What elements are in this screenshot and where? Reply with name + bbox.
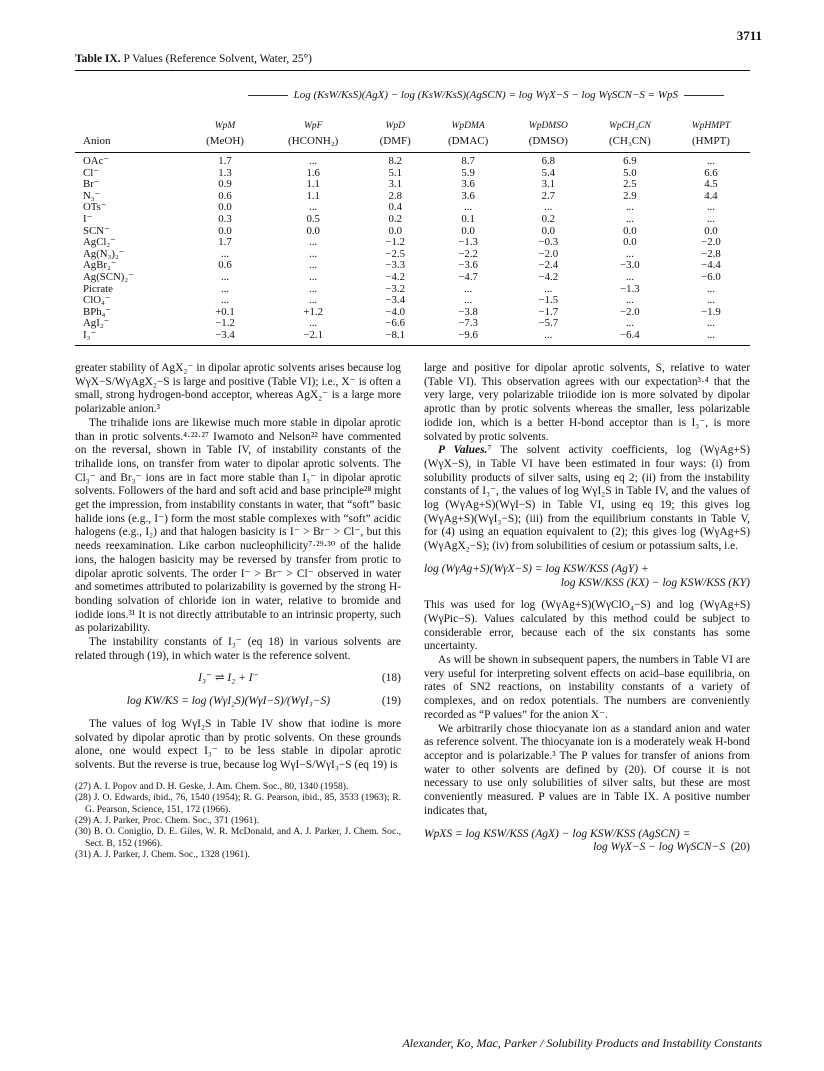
value-cell: ... [309,317,318,330]
anion-cell: Br⁻ [83,178,100,191]
value-cell: 3.1 [388,178,402,191]
value-cell: 0.0 [218,201,232,214]
value-cell: −3.8 [458,305,478,318]
value-cell: 0.0 [306,224,320,237]
anion-cell: ClO₄⁻ [83,294,111,307]
value-cell: 0.4 [388,201,402,214]
value-cell: −6.0 [701,270,721,283]
value-cell: −1.2 [385,236,406,249]
paragraph: As will be shown in subsequent papers, the numbers in Table VI are very useful for interpreting solvent effects on acid–base equilibria, on rates of SN2 reactions, on instability constants of a variety of complexes, and on redox potentials. The numbers are conveniently recorded as “P values” for the anion X⁻. [424,654,750,721]
value-cell: ... [706,294,716,307]
table-row [75,249,750,261]
value-cell: −2.0 [701,236,721,249]
table-caption-label: Table IX. [75,53,121,65]
paragraph: P Values.⁷ The solvent activity coefficients, log (WγAg+S)(WγX−S), in Table VI have been estimated in four ways: (i) from solubility products of silver salts, using eq 2; (ii) from the instability constants of I₃⁻, the values of log WγI₂S in Table IV, and the values of log (WγAg+S)(WγI−S) in Table VI, using eq 19; this gives log (WγAg+S)(WγI₃−S); (iii) from the equilibrium constants in Table V, for (4) using an equation equivalent to (2); this gives log (WγAg+S)(WγAgX₂−S); (iv) from solubilities of cesium or potassium salts, i.e. [424,444,751,553]
page-number: 3711 [736,28,762,43]
value-cell: −1.9 [701,305,721,318]
value-cell: ... [464,282,473,295]
equation-18: I₃⁻ ⇌ I₂ + I⁻ (18) [198,672,401,685]
value-cell: 5.0 [623,166,637,179]
value-cell: 0.0 [388,224,402,237]
paragraph: large and positive for dipolar aprotic solvents, S, relative to water (Table VI). This observation agrees with our expectation³·⁴ that the very large, very polarizable triiodide ion is more solvated by dipolar aprotic than by protic solvents whereas the smaller, less polarizable iodide ion, which is a better H-bond acceptor than is I₃⁻, is more solvated by protic solvents. [424,362,750,443]
column-solvent: (DMF) [363,134,428,153]
paragraph: This was used for log (WγAg+S)(WγClO₄−S) and log (WγAg+S)(WγPic−S). Values calculated by this method could be subject to considerable error, because each of the six constants has some uncertainty. [424,599,750,653]
anion-cell: Cl⁻ [83,166,99,179]
value-cell: 5.4 [541,166,556,179]
value-cell: 1.7 [218,155,232,167]
value-cell: ... [625,212,634,225]
value-cell: ... [220,294,230,307]
column-symbol: WpDMA [451,121,485,131]
value-cell: ... [220,270,230,283]
value-cell: 6.6 [704,166,718,179]
value-cell: ... [309,282,318,295]
value-cell: 0.6 [218,189,232,202]
value-cell: 5.1 [388,166,402,179]
anion-cell: AgBr₂⁻ [83,259,117,272]
value-cell: 0.0 [218,224,232,237]
value-cell: ... [672,330,750,345]
value-cell: ... [625,317,634,330]
value-cell: −4.7 [458,270,478,283]
value-cell: 4.4 [704,189,718,202]
anion-cell: Ag(N₃)₂⁻ [83,247,125,260]
value-cell: 3.1 [541,178,556,191]
page-footer: Alexander, Ko, Mac, Parker / Solubility Products and Instability Constants [402,1036,762,1050]
column-symbol: WpD [385,121,405,131]
value-cell: −4.2 [385,270,406,283]
value-cell: 5.9 [461,166,475,179]
value-cell: 3.6 [461,178,475,191]
table-caption-text: P Values (Reference Solvent, Water, 25°) [123,53,313,65]
reference: (27) A. I. Popov and D. H. Geske, J. Am. Chem. Soc., 80, 1340 (1958). [75,780,349,792]
value-cell: 8.2 [388,155,402,167]
value-cell: 6.8 [541,155,556,167]
value-cell: +1.2 [303,305,323,318]
reference: (29) A. J. Parker, Proc. Chem. Soc., 371 (1961). [75,814,260,826]
value-cell: ... [706,155,716,167]
value-cell: ... [309,247,318,260]
value-cell: ... [309,236,318,249]
value-cell: ... [309,201,318,214]
value-cell: 0.0 [704,224,718,237]
table-row [75,237,750,249]
equation-19: log KW/KS = log (WγI₂S)(WγI−S)/(WγI₃−S) (19) [126,695,401,708]
value-cell: −6.4 [588,330,672,345]
table-row [75,226,750,238]
value-cell: 1.3 [218,166,232,179]
anion-cell: I₃⁻ [75,330,187,345]
paragraph: The instability constants of I₃⁻ (eq 18) in various solvents are related through (19), in which water is the reference solvent. [75,636,401,662]
value-cell: −3.3 [385,259,406,272]
column-solvent: (MeOH) [187,134,264,153]
value-cell: −4.0 [385,305,406,318]
value-cell: +0.1 [215,305,235,318]
paragraph: The values of log WγI₂S in Table IV show that iodine is more solvated by dipolar aprotic than by protic solvents. On these grounds alone, one would expect I₃⁻ to be less stable in dipolar aprotic solvents. But the reverse is true, because log WγI−S/WγI₃−S (eq 19) is [75,717,401,771]
value-cell: −2.8 [701,247,721,260]
equation-20: WpXS = log KSW/KSS (AgX) − log KSW/KSS (AgSCN) = log WγX−S − log WγSCN−S (20) [424,827,750,854]
value-cell: −3.4 [187,330,264,345]
paragraph: greater stability of AgX₂⁻ in dipolar aprotic solvents arises because log WγX−S/WγAgX₂−S is large and positive (Table VI); i.e., X⁻ is often a small, strong hydrogen-bond acceptor, whereas AgX₂⁻ is a large more polarizable anion.³ [75,362,401,416]
table-row [75,260,750,272]
table-caption [75,53,312,65]
table-row [75,191,750,203]
table-row [75,168,750,180]
table-row [75,202,750,214]
value-cell: −1.5 [538,294,559,307]
value-cell: −4.4 [701,259,721,272]
value-cell: −1.3 [458,236,478,249]
paragraph: We arbitrarily chose thiocyanate ion as a standard anion and water as reference solvent. The thiocyanate ion is a moderately weak H-bond acceptor and is polarizable.³ The P values for transfer of anions from water to other solvents are defined by (20). Of course it is not necessary to use only solubilities of silver salts, but these are most conveniently measured. P values are in Table IX. A positive number indicates that, [424,722,750,817]
reference: (30) B. O. Coniglio, D. E. Giles, W. R. McDonald, and A. J. Parker, J. Chem. Soc., Sect. B, 152 (1966). [75,826,401,849]
value-cell: ... [464,294,473,307]
value-cell: ... [309,155,318,167]
value-cell: ... [706,282,716,295]
value-cell: −3.0 [620,259,640,272]
value-cell: ... [625,201,634,214]
value-cell: −3.4 [385,294,406,307]
value-cell: 1.7 [218,236,232,249]
value-cell: 0.1 [461,212,475,225]
table-row [75,318,750,330]
value-cell: 0.0 [541,224,556,237]
value-cell: ... [309,294,318,307]
value-cell: 0.5 [306,212,320,225]
value-cell: 8.7 [461,155,475,167]
value-cell: 3.6 [461,189,475,202]
value-cell: 0.3 [218,212,232,225]
anion-cell: Ag(SCN)₂⁻ [83,270,134,283]
section-heading: P Values. [438,444,488,457]
value-cell: −1.7 [538,305,559,318]
value-cell: ... [706,201,716,214]
value-cell: −6.6 [385,317,406,330]
anion-cell: Picrate [83,282,113,295]
column-solvent: (HCONH₂) [263,134,363,153]
value-cell: 0.2 [541,212,556,225]
value-cell: ... [509,330,588,345]
table-row [75,330,750,345]
value-cell: ... [544,201,553,214]
value-cell: −5.7 [538,317,559,330]
anion-cell: I⁻ [83,212,93,225]
value-cell: −2.4 [538,259,559,272]
value-cell: −1.3 [620,282,640,295]
paragraph: The trihalide ions are likewise much more stable in dipolar aprotic than in protic solvents.⁴·²²·²⁷ Iwamoto and Nelson²² have commented on the reversal, shown in Table IV, of instability constants of the trihalide ions, on transfer from water to dipolar aprotic solvents. The Cl₃⁻ and Br₃⁻ ions are in fact more stable than I₃⁻ in dipolar aprotic solvents. Followers of the hard and soft acid and base principle²⁸ might get the impression, from instability constants in water, that “soft” basic halide ions (e.g., I⁻) form the most stable complexes with “soft” acidic halogens (e.g., I₂) and that halogen basicity is I⁻ > Br⁻ > Cl⁻, but this needs reexamination. Like carbon nucleophilicity⁷·²⁹·³⁰ of the halide ions, the halogen basicity may be reversed by transfer from protic to dipolar aprotic solvents. The order I⁻ > Br⁻ > Cl⁻ observed in water and sometimes attributed to polarizability is governed by the strong H-bonding solvation of chloride ion in water, relative to bromide and iodide ions.³¹ It is not directly attributable to an intrinsic property, such as polarizability. [75,416,401,635]
column-symbol: WpHMPT [691,121,731,131]
left-text-column [75,362,401,861]
value-cell: 0.9 [218,178,232,191]
column-symbol: WpCH₃CN [608,121,651,131]
references [75,781,401,861]
value-cell: −2.2 [458,247,478,260]
equation-solubility: log (WγAg+S)(WγX−S) = log KSW/KSS (AgY) + log KSW/KSS (KX) − log KSW/KSS (KY) [424,562,750,589]
column-solvent: (CH₃CN) [588,134,672,153]
reference: (31) A. J. Parker, J. Chem. Soc., 1328 (1961). [75,849,250,861]
anion-cell: OTs⁻ [83,201,107,214]
anion-cell: OAc⁻ [83,155,110,167]
anion-cell: BPh₄⁻ [83,305,112,318]
table-row [75,284,750,296]
column-solvent: (HMPT) [672,134,750,153]
anion-cell: AgCl₂⁻ [83,236,116,249]
p-values-table [75,70,750,346]
value-cell: 2.8 [388,189,402,202]
value-cell: −9.6 [427,330,508,345]
value-cell: 2.5 [623,178,637,191]
value-cell: ... [309,259,318,272]
table-header-equation: Log (KsW/KsS)(AgX) − log (KsW/KsS)(AgSCN) = log WγX−S − log WγSCN−S = WpS [75,71,750,119]
reference: (28) J. O. Edwards, ibid., 76, 1540 (1954); R. G. Pearson, ibid., 85, 3533 (1963); R. G. Pearson, Science, 151, 172 (1966). [75,792,401,815]
right-text-column [424,362,750,864]
value-cell: 0.2 [388,212,402,225]
value-cell: 1.6 [306,166,320,179]
value-cell: ... [625,270,634,283]
value-cell: ... [544,282,553,295]
value-cell: −4.2 [538,270,559,283]
column-solvent: (DMAC) [427,134,508,153]
value-cell: 4.5 [704,178,718,191]
value-cell: ... [464,201,473,214]
value-cell: ... [220,282,230,295]
value-cell: 2.9 [623,189,637,202]
anion-cell: AgI₂⁻ [83,317,110,330]
value-cell: −3.6 [458,259,478,272]
column-symbol: WpM [214,121,236,131]
value-cell: 0.0 [461,224,475,237]
value-cell: −2.0 [538,247,559,260]
value-cell: 0.6 [218,259,232,272]
value-cell: ... [220,247,230,260]
value-cell: ... [625,247,634,260]
value-cell: −2.0 [620,305,640,318]
anion-cell: N₃⁻ [83,189,101,202]
value-cell: 6.9 [623,155,637,167]
value-cell: −0.3 [538,236,559,249]
value-cell: ... [706,317,716,330]
value-cell: −2.5 [385,247,406,260]
value-cell: ... [706,212,716,225]
column-symbol: WpF [303,121,323,131]
value-cell: −7.3 [458,317,478,330]
table-row [75,295,750,307]
anion-cell: SCN⁻ [83,224,110,237]
value-cell: 1.1 [306,189,320,202]
value-cell: −3.2 [385,282,406,295]
value-cell: 2.7 [541,189,556,202]
value-cell: 1.1 [306,178,320,191]
column-solvent: (DMSO) [509,134,588,153]
value-cell: −2.1 [263,330,363,345]
column-symbol: WpDMSO [528,121,568,131]
value-cell: ... [309,270,318,283]
table-row [75,307,750,319]
table-row [75,153,750,168]
table-row [75,179,750,191]
value-cell: 0.0 [623,224,637,237]
value-cell: ... [625,294,634,307]
table-row [75,214,750,226]
table-row [75,272,750,284]
value-cell: 0.0 [623,236,637,249]
anion-header: Anion [75,134,187,153]
value-cell: −1.2 [215,317,235,330]
value-cell: −8.1 [363,330,428,345]
